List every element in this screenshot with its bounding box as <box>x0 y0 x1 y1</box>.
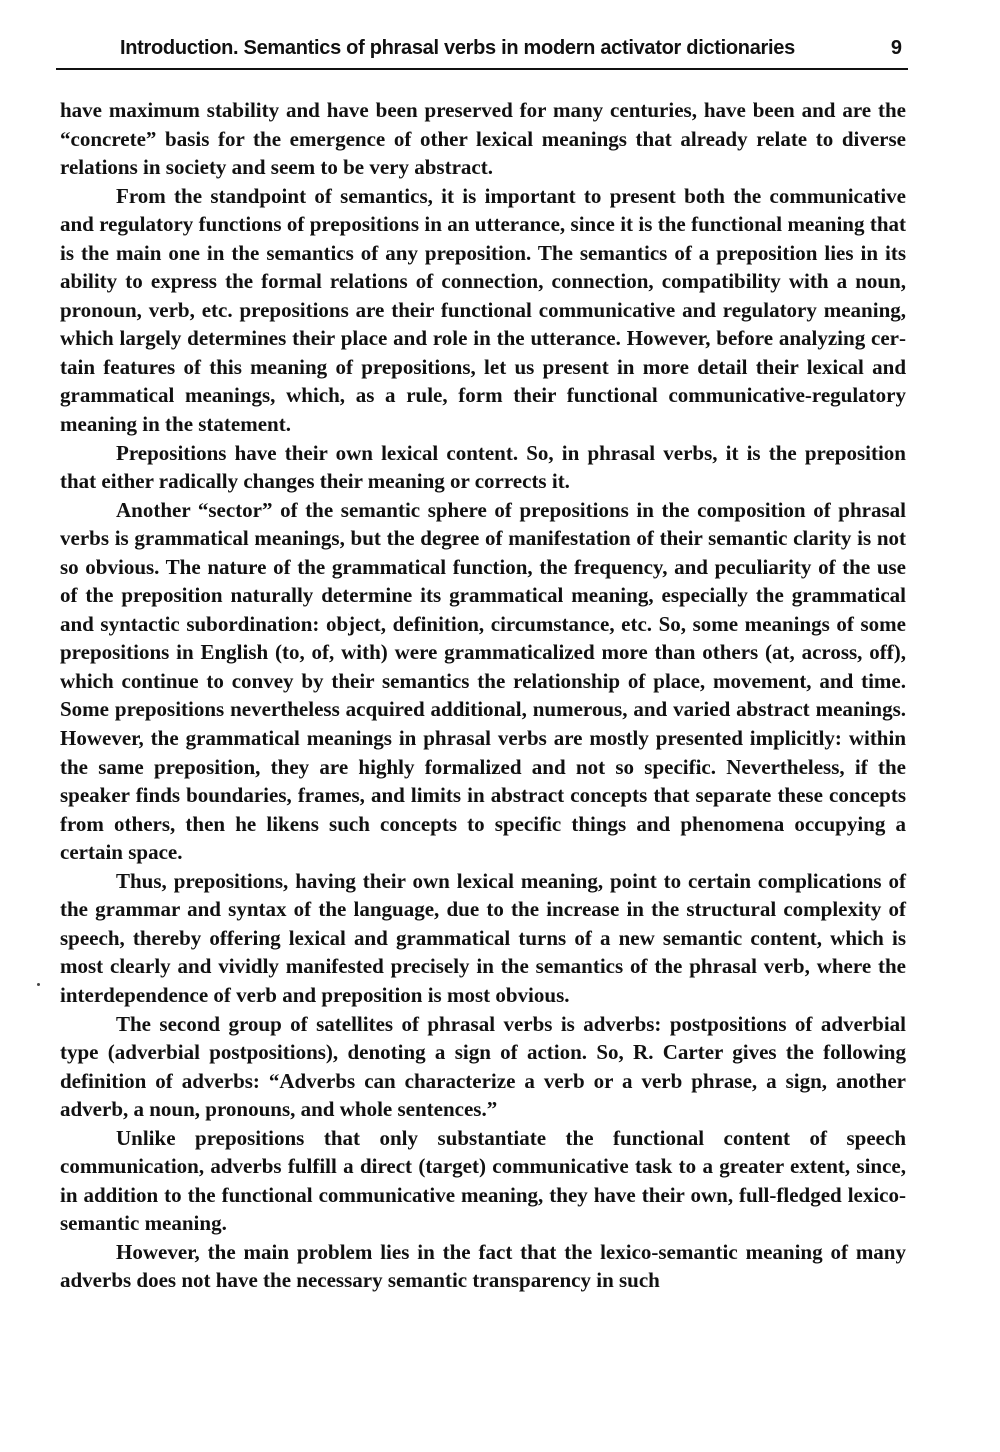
paragraph: Prepositions have their own lexical content. So, in phrasal verbs, it is the preposition that either radically changes their meaning or corrects it. <box>60 440 906 494</box>
page-number: 9 <box>890 37 902 59</box>
paragraph: However, the main problem lies in the fact that the lexico-semantic meaning of many adverbs does not have the necessary semantic transparency in such <box>60 1239 906 1293</box>
paragraph: Another “sector” of the semantic sphere of prepositions in the composition of phrasal verbs is grammatical meanings, but the degree of manifestation of their semantic clarity is not so obvious. The nature of the grammatical function, the frequency, and peculiarity of the use of the preposition naturally determine its grammatical meaning, especially the grammatical and syntactic subordination: object, definition, circumstance, etc. So, some meanings of some prepositions in English (to, of, with) were grammaticalized more than others (at, across, off), which continue to convey by their semantics the relationship of place, movement, and time. Some prepositions nevertheless acquired additional, numerous, and varied abstract meanings. However, the grammatical meanings in phrasal verbs are mostly presented implicitly: within the same preposition, they are highly formalized and not so specific. Nevertheless, if the speaker finds boundaries, frames, and limits in abstract concepts that separate these concepts from others, then he likens such concepts to specific things and phenomena occupying a certain space. <box>60 497 906 865</box>
running-header-title: Introduction. Semantics of phrasal verbs in modern activator dictionaries <box>120 37 795 59</box>
paragraph: Unlike prepositions that only substantiate the functional content of speech communication, adverbs fulfill a direct (target) communicative task to a greater extent, since, in addition to the functional communicative meaning, they have their own, full-fledged lexico-semantic meaning. <box>60 1125 906 1236</box>
paragraph: Thus, prepositions, having their own lexical meaning, point to certain complications of the grammar and syntax of the language, due to the increase in the structural complexity of speech, thereby offering lexical and grammatical turns of a new semantic content, which is most clearly and vividly manifested precisely in the semantics of the phrasal verb, where the interdependence of verb and preposition is most obvious. <box>60 868 906 1007</box>
paragraph: have maximum stability and have been preserved for many centuries, have been and are the “concrete” basis for the emergence of other lexical meanings that already relate to diverse relations in society and seem to be very abstract. <box>60 98 906 180</box>
paragraph: From the standpoint of semantics, it is important to present both the communicative and regulatory functions of prepositions in an utterance, since it is the functional meaning that is the main one in the semantics of any preposition. The semantics of a preposition lies in its ability to express the formal relations of connection, connection, compatibility with a noun, pronoun, verb, etc. prepositions are their functional communicative and regulatory meaning, which largely determines their place and role in the utterance. However, before analyzing certain features of this meaning of prepositions, let us present in more detail their lexical and grammatical meanings, which, as a rule, form their functional communicative-regulatory meaning in the statement. <box>60 183 906 437</box>
paragraph: The second group of satellites of phrasal verbs is adverbs: postpositions of adverbial type (adverbial postpositions), denoting a sign of action. So, R. Carter gives the following definition of adverbs: “Adverbs can characterize a verb or a verb phrase, a sign, another adverb, a noun, pronouns, and whole sentences.” <box>60 1011 906 1122</box>
running-header <box>56 34 908 70</box>
body-text <box>60 96 906 1295</box>
scan-speck <box>37 983 40 986</box>
